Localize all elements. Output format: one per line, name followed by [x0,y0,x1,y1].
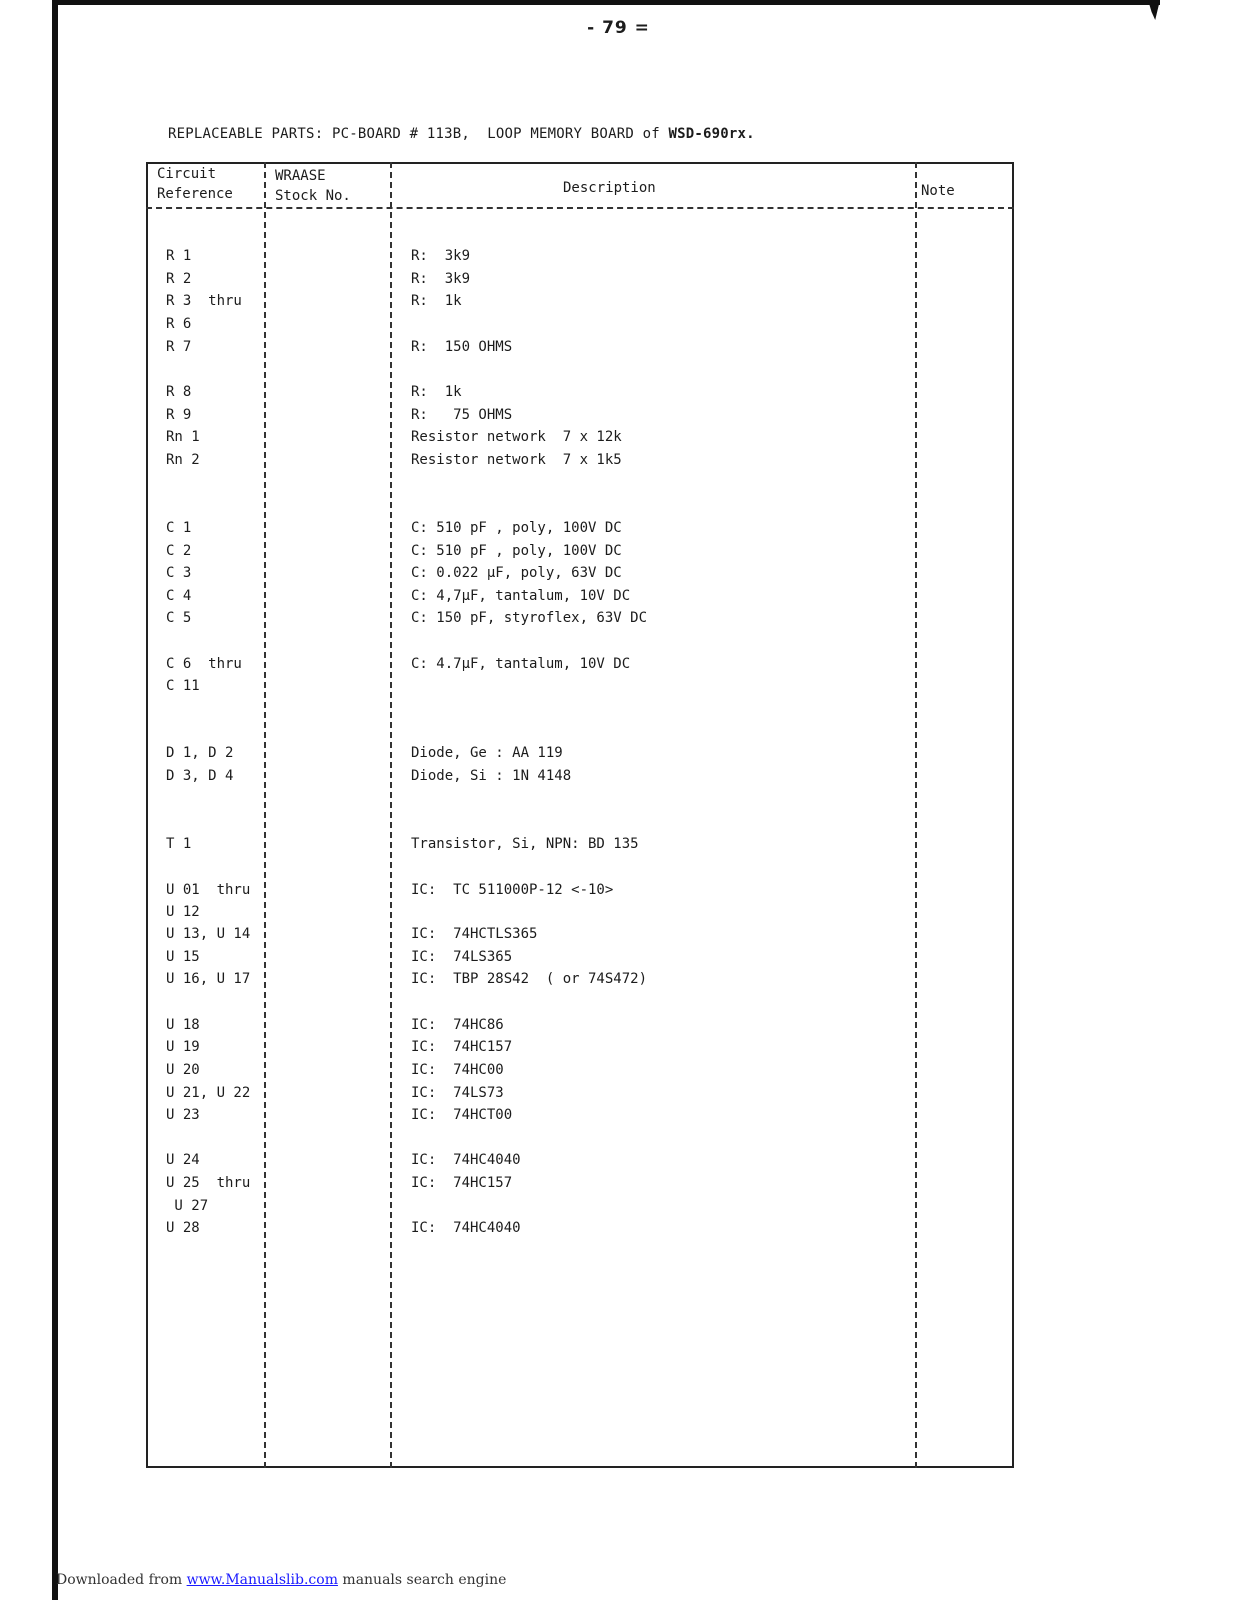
description-cell: IC: 74HC86 [411,1017,504,1033]
model-name: WSD-690rx. [668,126,755,142]
description-cell: IC: 74HC4040 [411,1220,521,1236]
circuit-reference-cell: C 3 [166,565,192,581]
circuit-reference-cell: U 13, U 14 [166,926,251,942]
heading-text: REPLACEABLE PARTS: PC-BOARD # 113B, LOOP MEMORY BOARD of [168,126,669,142]
column-divider-2 [390,162,392,1468]
circuit-reference-cell: U 27 [166,1198,209,1214]
circuit-reference-cell: C 6 thru [166,656,242,672]
circuit-reference-cell: U 21, U 22 [166,1085,251,1101]
circuit-reference-cell: U 20 [166,1062,200,1078]
description-cell: R: 1k [411,384,462,400]
description-cell: IC: 74LS73 [411,1085,504,1101]
circuit-reference-cell: C 1 [166,520,192,536]
description-cell: IC: 74HC157 [411,1175,513,1191]
circuit-reference-cell: T 1 [166,836,192,852]
description-cell: R: 1k [411,293,462,309]
description-cell: Transistor, Si, NPN: BD 135 [411,836,639,852]
column-header-circuit-reference: Circuit Reference [157,166,233,202]
parts-list-heading [168,126,755,142]
circuit-reference-cell: U 18 [166,1017,200,1033]
description-cell: C: 4.7µF, tantalum, 10V DC [411,656,631,672]
description-cell: C: 4,7µF, tantalum, 10V DC [411,588,631,604]
circuit-reference-cell: U 19 [166,1039,200,1055]
description-cell: IC: 74LS365 [411,949,513,965]
description-cell: IC: TC 511000P-12 <-10> [411,882,614,898]
page-number: - 79 = [587,18,650,38]
scan-top-edge [52,0,1160,5]
description-cell: Diode, Ge : AA 119 [411,745,563,761]
column-divider-3 [915,162,917,1468]
column-header-description: Description [563,180,656,196]
header-divider [146,207,1014,209]
circuit-reference-cell: U 16, U 17 [166,971,251,987]
column-header-note: Note [921,183,955,199]
footer-suffix: manuals search engine [337,1572,507,1588]
circuit-reference-cell: C 4 [166,588,192,604]
description-cell: IC: 74HC157 [411,1039,513,1055]
description-cell: IC: 74HC4040 [411,1152,521,1168]
description-cell: C: 150 pF, styroflex, 63V DC [411,610,648,626]
circuit-reference-cell: U 28 [166,1220,200,1236]
circuit-reference-cell: C 2 [166,543,192,559]
circuit-reference-cell: R 7 [166,339,192,355]
scan-corner-mark [1148,0,1160,20]
description-cell: R: 150 OHMS [411,339,513,355]
column-header-stock-no: WRAASE Stock No. [275,168,351,204]
circuit-reference-cell: C 11 [166,678,200,694]
scan-left-edge [52,0,58,1600]
description-cell: C: 0.022 µF, poly, 63V DC [411,565,622,581]
footer-prefix: Downloaded from [56,1572,187,1588]
description-cell: Resistor network 7 x 1k5 [411,452,622,468]
circuit-reference-cell: R 3 thru [166,293,242,309]
description-cell: IC: 74HC00 [411,1062,504,1078]
description-cell: Diode, Si : 1N 4148 [411,768,572,784]
circuit-reference-cell: C 5 [166,610,192,626]
parts-table [146,162,1014,1468]
circuit-reference-cell: R 2 [166,271,192,287]
circuit-reference-cell: Rn 1 [166,429,200,445]
circuit-reference-cell: U 25 thru [166,1175,251,1191]
circuit-reference-cell: U 01 thru [166,882,251,898]
manualslib-link[interactable]: www.Manualslib.com [186,1572,338,1588]
circuit-reference-cell: D 1, D 2 [166,745,234,761]
circuit-reference-cell: R 9 [166,407,192,423]
description-cell: IC: 74HCTLS365 [411,926,538,942]
column-divider-1 [264,162,266,1468]
description-cell: C: 510 pF , poly, 100V DC [411,520,622,536]
description-cell: IC: 74HCT00 [411,1107,513,1123]
circuit-reference-cell: D 3, D 4 [166,768,234,784]
download-footer [56,1572,506,1588]
circuit-reference-cell: U 24 [166,1152,200,1168]
circuit-reference-cell: R 6 [166,316,192,332]
circuit-reference-cell: R 1 [166,248,192,264]
description-cell: R: 75 OHMS [411,407,513,423]
circuit-reference-cell: U 12 [166,904,200,920]
description-cell: IC: TBP 28S42 ( or 74S472) [411,971,648,987]
circuit-reference-cell: Rn 2 [166,452,200,468]
circuit-reference-cell: U 15 [166,949,200,965]
description-cell: Resistor network 7 x 12k [411,429,622,445]
circuit-reference-cell: U 23 [166,1107,200,1123]
description-cell: R: 3k9 [411,271,471,287]
circuit-reference-cell: R 8 [166,384,192,400]
description-cell: C: 510 pF , poly, 100V DC [411,543,622,559]
description-cell: R: 3k9 [411,248,471,264]
